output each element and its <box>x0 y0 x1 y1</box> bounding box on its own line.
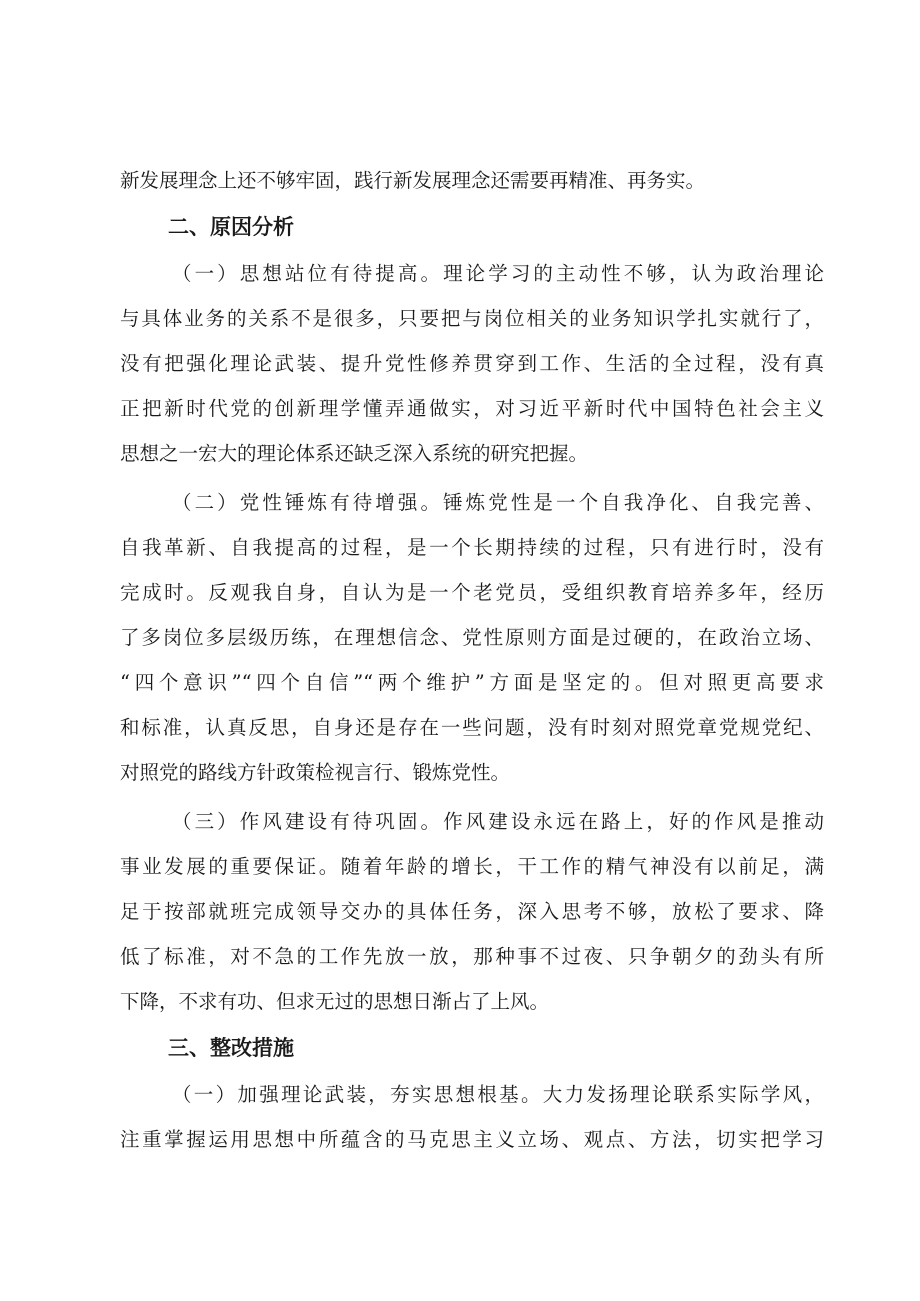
paragraph-line: 没有把强化理论武装、提升党性修养贯穿到工作、生活的全过程，没有真 <box>120 352 824 375</box>
paragraph-line: 低了标准，对不急的工作先放一放，那种事不过夜、只争朝夕的劲头有所 <box>120 945 824 968</box>
paragraph-line: （二）党性锤炼有待增强。锤炼党性是一个自我净化、自我完善、 <box>172 491 824 514</box>
paragraph-line: （一）思想站位有待提高。理论学习的主动性不够，认为政治理论 <box>172 262 824 285</box>
paragraph-line: 了多岗位多层级历练，在理想信念、党性原则方面是过硬的，在政治立场、 <box>120 626 824 649</box>
paragraph-line: 完成时。反观我自身，自认为是一个老党员，受组织教育培养多年，经历 <box>120 581 824 604</box>
section-heading-cause-analysis: 二、原因分析 <box>168 215 294 239</box>
paragraph-line: 足于按部就班完成领导交办的具体任务，深入思考不够，放松了要求、降 <box>120 900 824 923</box>
paragraph-line: 思想之一宏大的理论体系还缺乏深入系统的研究把握。 <box>120 442 589 465</box>
paragraph-line: 事业发展的重要保证。随着年龄的增长，干工作的精气神没有以前足，满 <box>120 855 824 878</box>
paragraph-line: 和标准，认真反思，自身还是存在一些问题，没有时刻对照党章党规党纪、 <box>120 716 824 739</box>
paragraph-line: 注重掌握运用思想中所蕴含的马克思主义立场、观点、方法，切实把学习 <box>120 1128 824 1151</box>
paragraph-line: 自我革新、自我提高的过程，是一个长期持续的过程，只有进行时，没有 <box>120 536 824 559</box>
paragraph-line: “四个意识”“四个自信”“两个维护”方面是坚定的。但对照更高要求 <box>120 671 824 694</box>
paragraph-line: （三）作风建设有待巩固。作风建设永远在路上，好的作风是推动 <box>172 810 824 833</box>
paragraph-line: 正把新时代党的创新理学懂弄通做实，对习近平新时代中国特色社会主义 <box>120 397 824 420</box>
document-body <box>120 158 824 1162</box>
paragraph-line: 下降，不求有功、但求无过的思想日渐占了上风。 <box>120 990 550 1013</box>
section-heading-rectification-measures: 三、整改措施 <box>168 1036 294 1060</box>
paragraph-line: 与具体业务的关系不是很多，只要把与岗位相关的业务知识学扎实就行了， <box>120 307 824 330</box>
paragraph-line: 对照党的路线方针政策检视言行、锻炼党性。 <box>120 761 511 784</box>
paragraph-line: （一）加强理论武装，夯实思想根基。大力发扬理论联系实际学风， <box>172 1083 824 1106</box>
paragraph-line: 新发展理念上还不够牢固，践行新发展理念还需要再精准、再务实。 <box>120 169 706 192</box>
